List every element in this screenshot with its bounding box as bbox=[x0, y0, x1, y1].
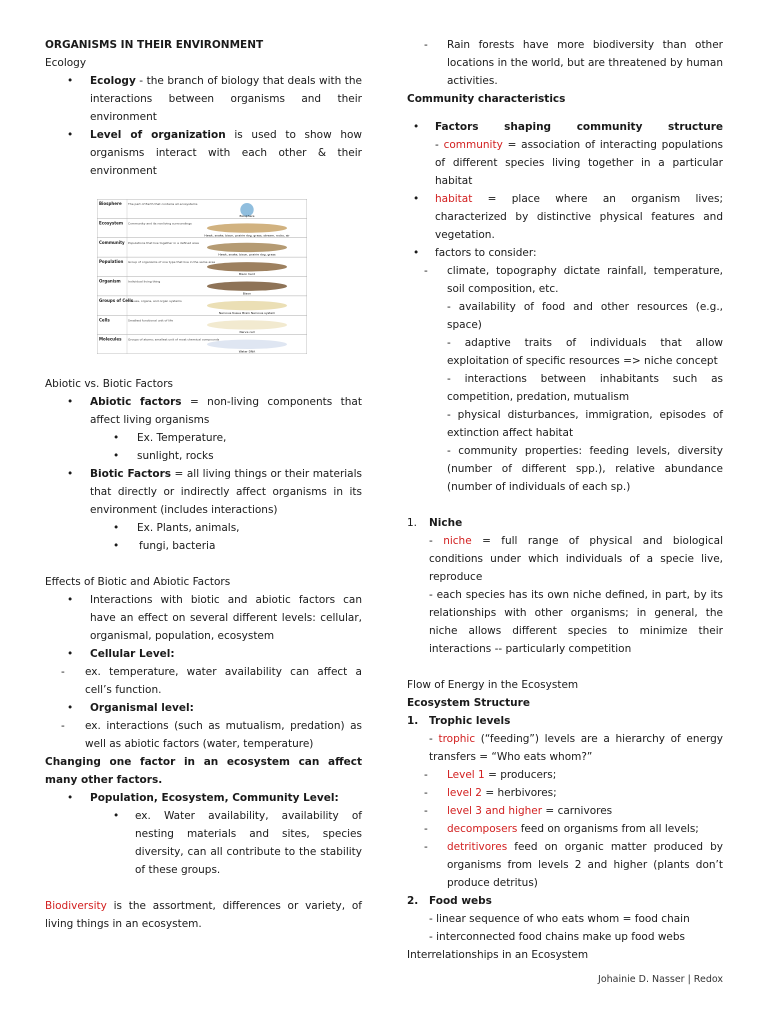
population-bullet: • Population, Ecosystem, Community Level: bbox=[45, 789, 362, 807]
figure-row-illustration bbox=[207, 223, 287, 232]
biotic-bullet bbox=[45, 465, 362, 519]
effects-bullet: • Interactions with biotic and abiotic factors can have an effect on several different levels: cellular, organismal, population, ecosystem bbox=[45, 591, 362, 645]
rainforest-note: - Rain forests have more biodiversity than other locations in the world, but are threatened by human activities. bbox=[424, 39, 723, 87]
figure-row-caption: Nerve cell bbox=[239, 330, 255, 335]
levels-of-organization-figure bbox=[97, 199, 307, 354]
niche-term: niche bbox=[443, 535, 472, 547]
figure-row-note: Group of organisms of one type that live in the same area bbox=[128, 260, 216, 265]
figure-row-note: Individual living thing bbox=[128, 279, 161, 284]
figure-row-note: Community and its nonliving surroundings bbox=[128, 221, 192, 226]
figure-row-caption: Water DNA bbox=[238, 349, 256, 354]
abiotic-heading: Abiotic vs. Biotic Factors bbox=[45, 378, 173, 390]
biodiversity-term: Biodiversity bbox=[45, 900, 107, 912]
structure-heading: Ecosystem Structure bbox=[407, 697, 530, 709]
changing-factor-note: Changing one factor in an ecosystem can affect many other factors. bbox=[45, 756, 362, 786]
section-ecology: Ecology bbox=[45, 57, 87, 69]
figure-row-illustration bbox=[207, 243, 287, 252]
figure-row-caption: Nervous tissue Brain Nervous system bbox=[218, 310, 276, 315]
consider-list: - climate, topography dictate rainfall, temperature, soil composition, etc. - availability of food and other resources (e.g., space) - adaptive traits of individuals that allow exploitation of specific resources => niche concept - interactions between inhabitants such as competition, predation, mutualism - physical disturbances, immigration, episodes of extinction affect habitat - community properties: feeding levels, diversity (number of different spp.), relative abundance (number of individuals of each sp.) bbox=[424, 265, 723, 493]
interrelationships-heading: Interrelationships in an Ecosystem bbox=[407, 949, 589, 961]
abiotic-bullet bbox=[45, 393, 362, 429]
figure-row-illustration bbox=[207, 301, 287, 310]
figure-row-caption: Hawk, snake, bison, prairie dog, grass bbox=[218, 252, 276, 257]
figure-row-illustration bbox=[207, 320, 287, 329]
left-column bbox=[45, 36, 362, 933]
effects-heading: Effects of Biotic and Abiotic Factors bbox=[45, 576, 231, 588]
biotic-ex1: • Ex. Plants, animals, bbox=[113, 522, 240, 534]
abiotic-term: Abiotic factors bbox=[90, 396, 182, 408]
cellular-bullet: • Cellular Level: bbox=[45, 645, 362, 663]
trophic-section: 1. Trophic levels - trophic (“feeding”) levels are a hierarchy of energy transfers = “Who eats whom?” bbox=[407, 715, 723, 763]
factors-consider-bullet: • factors to consider: bbox=[413, 247, 537, 259]
organismal-bullet: • Organismal level: bbox=[45, 699, 362, 717]
habitat-term: habitat bbox=[435, 193, 473, 205]
biodiversity-paragraph: Biodiversity is the assortment, differences or variety, of living things in an ecosystem. bbox=[45, 900, 362, 930]
ecology-bullet bbox=[45, 72, 362, 126]
trophic-level-item: - decomposers feed on organisms from all levels; bbox=[424, 823, 699, 835]
page-title: ORGANISMS IN THEIR ENVIRONMENT bbox=[45, 39, 264, 51]
ecology-def: - the branch of biology that deals with the interactions between organisms and their environment bbox=[90, 75, 362, 123]
trophic-level-item: - level 3 and higher = carnivores bbox=[424, 805, 613, 817]
community-heading: Community characteristics bbox=[407, 93, 566, 105]
figure-row-illustration bbox=[207, 340, 287, 349]
figure-row-label: Molecules bbox=[99, 336, 122, 342]
level-def: is used to show how organisms interact with each other & their environment bbox=[90, 129, 363, 177]
trophic-level-item: - level 2 = herbivores; bbox=[424, 787, 557, 799]
figure-row-note: Tissues, organs, and organ systems bbox=[128, 298, 182, 303]
trophic-levels-list bbox=[407, 766, 723, 892]
cellular-example: - ex. temperature, water availability can affect a cell’s function. bbox=[61, 666, 362, 696]
figure-row-label: Population bbox=[99, 259, 124, 265]
figure-row-note: Groups of atoms; smallest unit of most chemical compounds bbox=[128, 337, 220, 342]
population-example: • ex. Water availability, availability of nesting materials and sites, species diversity, can all contribute to the stability of these groups. bbox=[113, 810, 362, 876]
figure-row-caption: Hawk, snake, bison, prairie dog, grass, stream, rocks, air bbox=[204, 233, 290, 238]
community-term: community bbox=[443, 139, 503, 151]
biotic-ex2: • fungi, bacteria bbox=[113, 540, 216, 552]
factors-shaping-bullet: • Factors shaping community structure - community = association of interacting populations of different species living together in a particular habitat bbox=[413, 121, 723, 187]
figure-row-caption: Biosphere bbox=[239, 213, 255, 218]
figure-row-note: Populations that live together in a defined area bbox=[128, 240, 199, 245]
level-term: Level of organization bbox=[90, 129, 226, 141]
right-column bbox=[407, 36, 723, 964]
figure-row-label: Organism bbox=[99, 278, 121, 284]
biotic-def: = all living things or their materials that directly or indirectly affect organisms in its environment (includes interactions) bbox=[90, 468, 362, 516]
ecology-term: Ecology bbox=[90, 75, 136, 87]
figure-row-note: Smallest functional unit of life bbox=[128, 318, 173, 323]
trophic-term: trophic bbox=[438, 733, 476, 745]
niche-section: 1. Niche - niche = full range of physical and biological conditions under which individuals of a specie live, reproduce - each species has its own niche defined, in part, by its relationships with other organisms; in general, the niche allows different species to minimize their interactions -- particularly competition bbox=[407, 517, 723, 655]
figure-row-note: The part of Earth that contains all ecosystems bbox=[128, 202, 198, 206]
page-footer: Johainie D. Nasser | Redox bbox=[598, 974, 723, 985]
level-bullet bbox=[45, 126, 362, 180]
figure-row-label: Ecosystem bbox=[99, 220, 124, 226]
foodwebs-section: 2. Food webs - linear sequence of who eats whom = food chain - interconnected food chains make up food webs bbox=[407, 895, 690, 943]
trophic-level-item: - detritivores feed on organic matter produced by organisms from levels 2 and higher (plants don’t produce detritus) bbox=[424, 841, 723, 889]
figure-row-label: Cells bbox=[99, 317, 110, 323]
figure-row-label: Groups of Cells bbox=[99, 297, 134, 303]
flow-heading: Flow of Energy in the Ecosystem bbox=[407, 679, 579, 691]
biotic-term: Biotic Factors bbox=[90, 468, 172, 480]
figure-row-caption: Bison herd bbox=[239, 272, 255, 276]
abiotic-ex2: • sunlight, rocks bbox=[113, 450, 214, 462]
figure-row-illustration bbox=[207, 282, 287, 291]
figure-row-illustration bbox=[207, 262, 287, 271]
organismal-example: - ex. interactions (such as mutualism, predation) as well as abiotic factors (water, temperature) bbox=[61, 720, 362, 750]
trophic-level-item: - Level 1 = producers; bbox=[424, 769, 557, 781]
figure-row-label: Biosphere bbox=[99, 201, 122, 206]
habitat-bullet: • habitat = place where an organism lives; characterized by distinctive physical features and vegetation. bbox=[413, 193, 723, 241]
abiotic-ex1: • Ex. Temperature, bbox=[113, 432, 227, 444]
abiotic-def: = non-living components that affect living organisms bbox=[90, 396, 362, 426]
figure-row-caption: Bison bbox=[242, 291, 252, 296]
figure-row-label: Community bbox=[99, 239, 125, 245]
